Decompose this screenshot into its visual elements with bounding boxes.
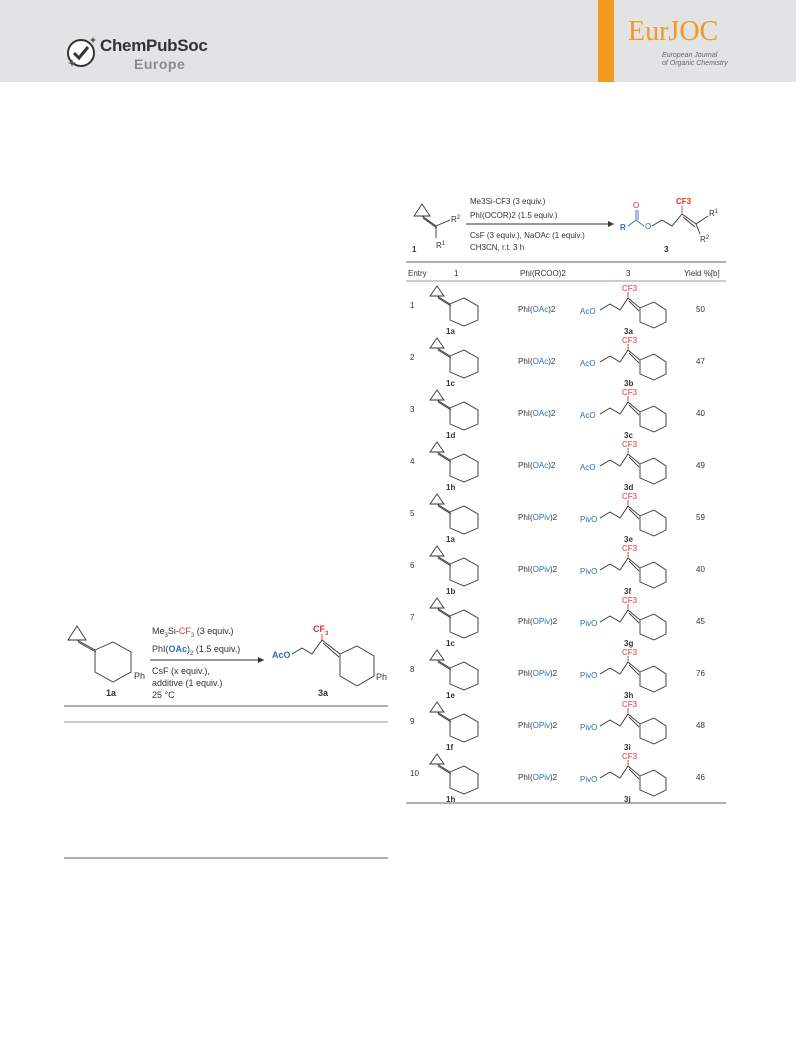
product-label: 3a bbox=[318, 688, 329, 698]
r1-3: $R^1$ bbox=[709, 209, 719, 218]
table-row bbox=[410, 648, 705, 700]
ester-prefix: PivO bbox=[580, 671, 598, 680]
ester-prefix: PivO bbox=[580, 723, 598, 732]
ester-o: O bbox=[645, 222, 652, 231]
reagent-text: PhI(OPiv)2 bbox=[518, 669, 558, 678]
table-row bbox=[410, 492, 705, 544]
cf3-label: CF3 bbox=[622, 492, 638, 501]
yield-value: 49 bbox=[696, 461, 705, 470]
product-structure bbox=[600, 558, 666, 588]
product-label: 3b bbox=[624, 379, 634, 388]
acyl-group bbox=[628, 210, 644, 226]
col-3: 3 bbox=[626, 269, 631, 278]
product-label: 3e bbox=[624, 535, 633, 544]
substrate-structure bbox=[430, 338, 478, 378]
right-arrow-head bbox=[608, 221, 614, 227]
chain-3 bbox=[652, 214, 708, 234]
right-reagent-2: PhI(OCOR)2 (1.5 equiv.) bbox=[470, 211, 558, 220]
publisher-sub: Europe bbox=[134, 56, 186, 72]
yield-value: 45 bbox=[696, 617, 705, 626]
substrate-label: 1h bbox=[446, 795, 456, 804]
ester-prefix: PivO bbox=[580, 775, 598, 784]
product-structure bbox=[600, 298, 666, 328]
product-structure bbox=[600, 402, 666, 432]
r-acyl-label: R bbox=[620, 223, 626, 232]
ester-prefix: AcO bbox=[580, 411, 596, 420]
substrate-label: 1f bbox=[446, 743, 454, 752]
left-cond-2: additive (1 equiv.) bbox=[152, 678, 223, 688]
ester-prefix: AcO bbox=[580, 359, 596, 368]
col-reagent: PhI(RCOO)2 bbox=[520, 269, 566, 278]
left-reagent-1: $Me_3Si-CF_3$ (3 equiv.) bbox=[152, 626, 234, 639]
r1-label: $R^1$ bbox=[436, 241, 446, 250]
product-label: 3f bbox=[624, 587, 632, 596]
substrate-structure bbox=[430, 650, 478, 690]
ph-label: Ph bbox=[134, 671, 146, 681]
reagent-text: PhI(OAc)2 bbox=[518, 461, 556, 470]
right-cond-1: CsF (3 equiv.), NaOAc (1 equiv.) bbox=[470, 231, 585, 240]
reactant-1-label: 1 bbox=[412, 245, 417, 254]
cf3-label: CF3 bbox=[622, 440, 638, 449]
aco-label: AcO bbox=[272, 650, 291, 660]
table-row bbox=[410, 596, 705, 648]
product-structure bbox=[600, 506, 666, 536]
product-label: 3g bbox=[624, 639, 634, 648]
col-yield: Yield %[b] bbox=[684, 269, 720, 278]
entry-number: 9 bbox=[410, 717, 415, 726]
col-entry: Entry bbox=[408, 269, 427, 278]
ester-prefix: AcO bbox=[580, 307, 596, 316]
substrate-label: 1c bbox=[446, 639, 455, 648]
table-row bbox=[410, 440, 705, 492]
table-row bbox=[410, 544, 705, 596]
substrate-structure bbox=[430, 494, 478, 534]
table-row bbox=[410, 388, 705, 440]
journal-logo: EurJOC bbox=[628, 16, 719, 47]
reactant-1a-structure bbox=[68, 626, 131, 682]
right-reagent-1: Me3Si-CF3 (3 equiv.) bbox=[470, 197, 546, 206]
entry-number: 7 bbox=[410, 613, 415, 622]
product-label: 3d bbox=[624, 483, 634, 492]
left-reagent-2: $PhI(OAc)_2$ (1.5 equiv.) bbox=[152, 644, 241, 657]
cf3-label: CF3 bbox=[622, 284, 638, 293]
product-3a-structure bbox=[292, 640, 374, 686]
publisher-name: ChemPubSoc bbox=[100, 36, 208, 55]
entry-number: 5 bbox=[410, 509, 415, 518]
journal-sub2: of Organic Chemistry bbox=[662, 60, 728, 67]
reagent-text: PhI(OAc)2 bbox=[518, 409, 556, 418]
product-structure bbox=[600, 454, 666, 484]
substrate-label: 1b bbox=[446, 587, 456, 596]
product-structure bbox=[600, 766, 666, 796]
substrate-structure bbox=[430, 598, 478, 638]
reagent-text: PhI(OPiv)2 bbox=[518, 617, 558, 626]
chempubsoc-logo-icon bbox=[64, 36, 98, 70]
substrate-structure bbox=[430, 442, 478, 482]
reactant-label: 1a bbox=[106, 688, 117, 698]
cf3-label-3: CF3 bbox=[676, 197, 692, 206]
product-label: 3j bbox=[624, 795, 631, 804]
substrate-structure bbox=[430, 702, 478, 742]
left-cond-3: 25 °C bbox=[152, 690, 175, 700]
entry-number: 3 bbox=[410, 405, 415, 414]
entry-number: 4 bbox=[410, 457, 415, 466]
left-scheme bbox=[0, 600, 400, 870]
reagent-text: PhI(OAc)2 bbox=[518, 357, 556, 366]
ester-prefix: AcO bbox=[580, 463, 596, 472]
yield-value: 59 bbox=[696, 513, 705, 522]
reagent-text: PhI(OPiv)2 bbox=[518, 565, 558, 574]
right-cond-2: CH3CN, r.t. 3 h bbox=[470, 243, 525, 252]
r2-3: $R^2$ bbox=[700, 235, 710, 244]
substrate-structure bbox=[430, 390, 478, 430]
col-1: 1 bbox=[454, 269, 459, 278]
cf3-label: CF3 bbox=[622, 544, 638, 553]
yield-value: 50 bbox=[696, 305, 705, 314]
substrate-label: 1a bbox=[446, 327, 455, 336]
substrate-label: 1h bbox=[446, 483, 456, 492]
r2-label: $R^2$ bbox=[451, 215, 461, 224]
substrate-structure bbox=[430, 754, 478, 794]
substrate-structure bbox=[430, 546, 478, 586]
product-structure bbox=[600, 662, 666, 692]
product-label: 3c bbox=[624, 431, 633, 440]
entry-number: 10 bbox=[410, 769, 419, 778]
reagent-text: PhI(OPiv)2 bbox=[518, 513, 558, 522]
entry-number: 2 bbox=[410, 353, 415, 362]
substrate-label: 1a bbox=[446, 535, 455, 544]
yield-value: 48 bbox=[696, 721, 705, 730]
product-structure bbox=[600, 714, 666, 744]
cf3-label: CF3 bbox=[622, 596, 638, 605]
yield-value: 47 bbox=[696, 357, 705, 366]
entry-number: 8 bbox=[410, 665, 415, 674]
cf3-label: CF3 bbox=[622, 700, 638, 709]
right-scheme bbox=[400, 186, 730, 816]
yield-value: 40 bbox=[696, 409, 705, 418]
product-structure bbox=[600, 610, 666, 640]
carbonyl-o: O bbox=[633, 201, 640, 210]
ester-prefix: PivO bbox=[580, 619, 598, 628]
cf3-label: CF3 bbox=[622, 388, 638, 397]
yield-value: 46 bbox=[696, 773, 705, 782]
yield-value: 76 bbox=[696, 669, 705, 678]
product-3-label: 3 bbox=[664, 245, 669, 254]
cf3-label: $CF_3$ bbox=[313, 624, 329, 637]
reactant-1-structure bbox=[414, 204, 450, 238]
table-row bbox=[410, 752, 705, 804]
left-cond-1: CsF (x equiv.), bbox=[152, 666, 210, 676]
ester-prefix: PivO bbox=[580, 567, 598, 576]
entry-number: 1 bbox=[410, 301, 415, 310]
reagent-text: PhI(OAc)2 bbox=[518, 305, 556, 314]
cf3-label: CF3 bbox=[622, 336, 638, 345]
product-ph: Ph bbox=[376, 672, 388, 682]
product-label: 3i bbox=[624, 743, 631, 752]
table-row bbox=[410, 284, 705, 336]
journal-sub1: European Journal bbox=[662, 52, 718, 59]
reagent-text: PhI(OPiv)2 bbox=[518, 721, 558, 730]
table-row bbox=[410, 336, 705, 388]
yield-value: 40 bbox=[696, 565, 705, 574]
cf3-label: CF3 bbox=[622, 752, 638, 761]
substrate-label: 1e bbox=[446, 691, 455, 700]
reagent-text: PhI(OPiv)2 bbox=[518, 773, 558, 782]
product-label: 3h bbox=[624, 691, 634, 700]
ester-prefix: PivO bbox=[580, 515, 598, 524]
product-label: 3a bbox=[624, 327, 633, 336]
arrow-head bbox=[258, 657, 264, 663]
accent-bar bbox=[598, 0, 614, 82]
table-row bbox=[410, 700, 705, 752]
product-structure bbox=[600, 350, 666, 380]
cf3-label: CF3 bbox=[622, 648, 638, 657]
substrate-label: 1c bbox=[446, 379, 455, 388]
entry-number: 6 bbox=[410, 561, 415, 570]
substrate-structure bbox=[430, 286, 478, 326]
substrate-label: 1d bbox=[446, 431, 456, 440]
